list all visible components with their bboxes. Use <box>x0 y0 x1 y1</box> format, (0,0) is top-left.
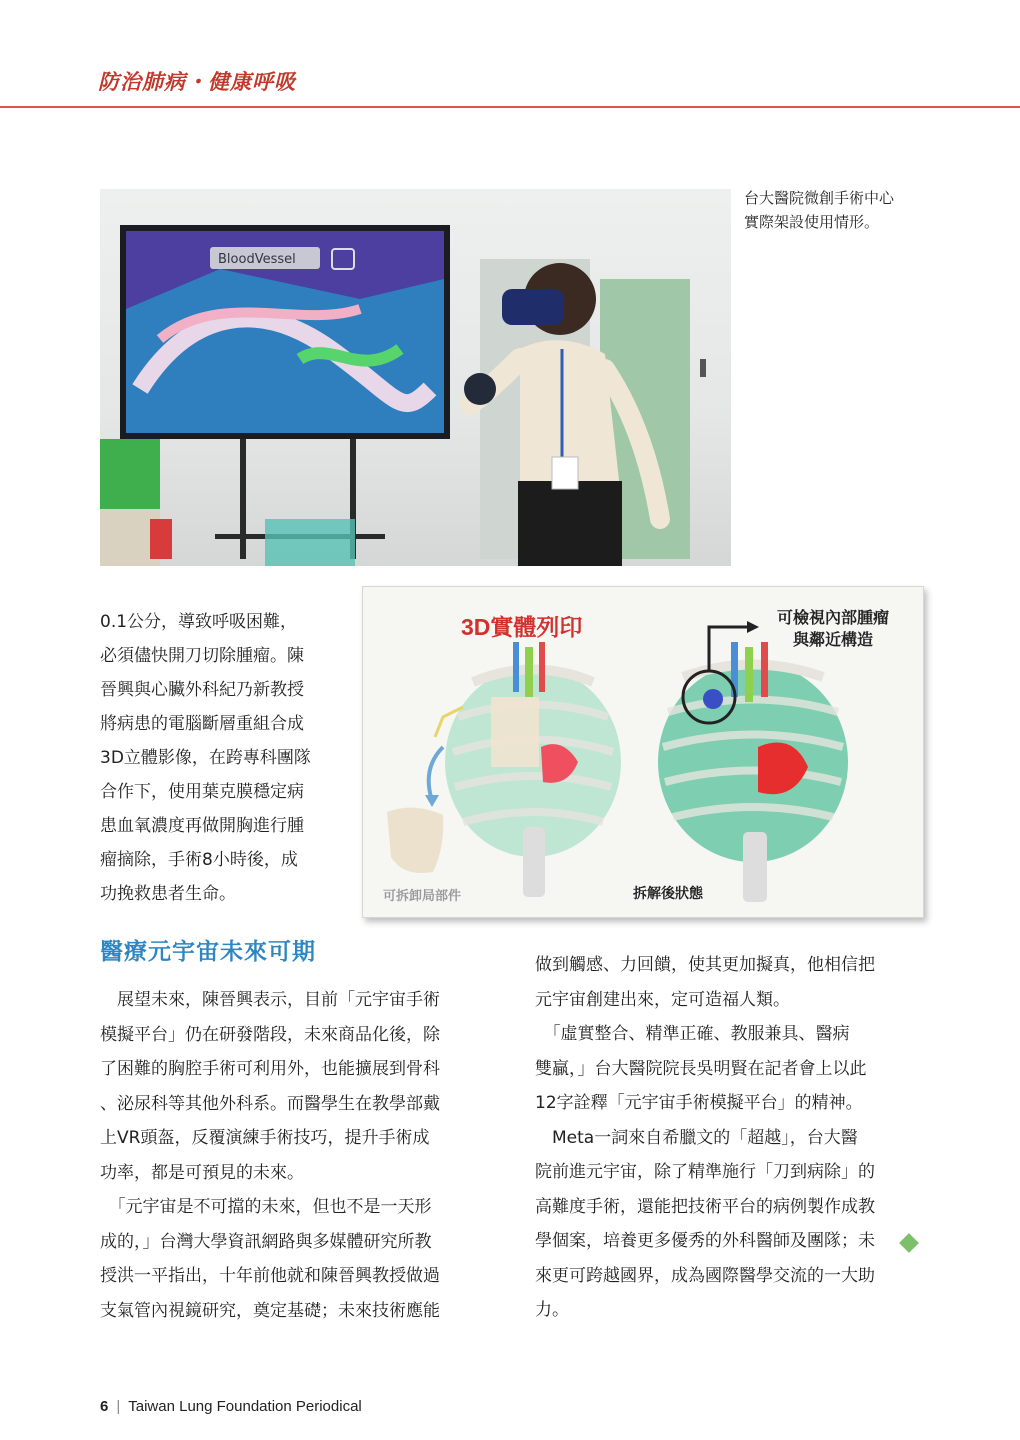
text-line: 成的，」台灣大學資訊網路與多媒體研究所教 <box>100 1231 432 1252</box>
text-line: 「元宇宙是不可擋的未來，但也不是一天形 <box>100 1197 432 1217</box>
ribcage-right-illustration <box>658 642 848 902</box>
text-line: 3D立體影像，在跨專科團隊 <box>100 748 311 768</box>
figure-bottom-right-label: 拆解後狀態 <box>633 886 703 902</box>
text-line: 高難度手術，還能把技術平台的病例製作成教 <box>535 1196 875 1217</box>
text-line: 模擬平台」仍在研發階段，未來商品化後，除 <box>100 1024 440 1045</box>
text-line: 來更可跨越國界，成為國際醫學交流的一大助 <box>535 1265 875 1286</box>
text-line: 晉興與心臟外科紀乃新教授 <box>100 680 304 700</box>
text-line: 授洪一平指出，十年前他就和陳晉興教授做過 <box>100 1266 440 1286</box>
photo-caption <box>744 186 934 234</box>
left-text-column <box>100 605 340 911</box>
text-line: 合作下，使用葉克膜穩定病 <box>100 782 304 802</box>
publication-name: Taiwan Lung Foundation Periodical <box>128 1398 362 1415</box>
photo-caption-line: 台大醫院微創手術中心 <box>744 189 895 207</box>
text-line: 功挽救患者生命。 <box>100 884 236 904</box>
text-line: 0.1公分，導致呼吸困難， <box>100 612 298 632</box>
text-line: 元宇宙創建出來，定可造福人類。 <box>535 989 790 1010</box>
body-column-left <box>100 983 500 1328</box>
photo-caption-line: 實際架設使用情形。 <box>744 213 880 231</box>
figure-title: 3D實體列印 <box>461 614 583 640</box>
text-line: 院前進元宇宙，除了精準施行「刀到病除」的 <box>535 1162 875 1182</box>
text-line: 將病患的電腦斷層重組合成 <box>100 714 304 734</box>
text-line: 力。 <box>535 1300 569 1320</box>
text-line: 、泌尿科等其他外科系。而醫學生在教學部戴 <box>100 1093 440 1114</box>
section-heading: 醫療元宇宙未來可期 <box>100 939 316 965</box>
text-line: 患血氧濃度再做開胸進行腫 <box>100 816 304 836</box>
header-divider <box>0 106 1020 108</box>
text-line: 做到觸感、力回饋，使其更加擬真，他相信把 <box>535 955 875 975</box>
3d-print-figure <box>362 586 924 918</box>
text-line: 學個案，培養更多優秀的外科醫師及團隊；未 <box>535 1231 875 1251</box>
figure-callout-label <box>758 607 908 651</box>
text-line: 支氣管內視鏡研究，奠定基礎；未來技術應能 <box>100 1300 440 1321</box>
text-line: 12字詮釋「元宇宙手術模擬平台」的精神。 <box>535 1093 863 1113</box>
ribcage-left-illustration <box>387 642 621 897</box>
footer-separator: | <box>116 1398 121 1415</box>
text-line: 展望未來，陳晉興表示，目前「元宇宙手術 <box>100 990 440 1010</box>
text-line: 瘤摘除，手術8小時後，成 <box>100 850 298 870</box>
text-line: 必須儘快開刀切除腫瘤。陳 <box>100 646 304 666</box>
vr-demo-photo <box>100 189 731 566</box>
page-number: 6 <box>100 1398 109 1415</box>
callout-line: 與鄰近構造 <box>792 630 873 649</box>
text-line: 了困難的胸腔手術可利用外，也能擴展到骨科 <box>100 1059 440 1079</box>
text-line: 上VR頭盔，反覆演練手術技巧，提升手術成 <box>100 1128 430 1148</box>
body-column-right <box>535 948 935 1328</box>
page-footer <box>100 1398 362 1415</box>
text-line: 雙贏，」台大醫院院長吳明賢在記者會上以此 <box>535 1058 867 1079</box>
screen-label-text: BloodVessel <box>218 252 296 267</box>
text-line: Meta一詞來自希臘文的「超越」，台大醫 <box>535 1127 858 1148</box>
running-header-title: 防治肺病・健康呼吸 <box>98 69 296 94</box>
text-line: 功率，都是可預見的未來。 <box>100 1162 304 1183</box>
callout-line: 可檢視內部腫瘤 <box>776 608 889 627</box>
figure-bottom-left-label: 可拆卸局部件 <box>383 889 462 904</box>
text-line: 「虛實整合、精準正確、教服兼具、醫病 <box>535 1024 850 1044</box>
